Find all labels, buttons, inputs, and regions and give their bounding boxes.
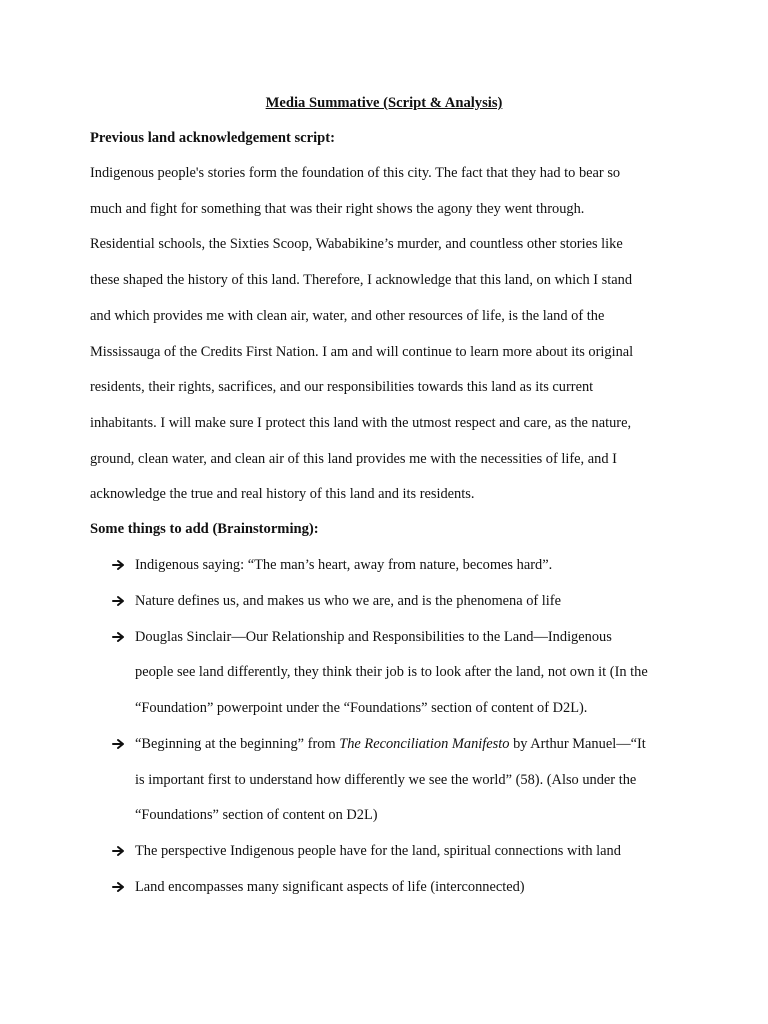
paragraph-line: ground, clean water, and clean air of this land provides me with the necessities of life, and I: [90, 451, 617, 467]
paragraph-line: Residential schools, the Sixties Scoop, Wababikine’s murder, and countless other stories like: [90, 236, 623, 252]
bullet-line: people see land differently, they think their job is to look after the land, not own it (In the: [135, 664, 648, 680]
paragraph-line: much and fight for something that was their right shows the agony they went through.: [90, 201, 585, 217]
paragraph-line: acknowledge the true and real history of this land and its residents.: [90, 486, 475, 502]
paragraph-line: these shaped the history of this land. Therefore, I acknowledge that this land, on which I stand: [90, 272, 633, 288]
right-arrow-icon: [112, 880, 126, 894]
right-arrow-icon: [112, 558, 126, 572]
right-arrow-icon: [112, 630, 126, 644]
document-title: Media Summative (Script & Analysis): [265, 95, 503, 111]
paragraph-line: inhabitants. I will make sure I protect this land with the utmost respect and care, as the nature,: [90, 415, 632, 431]
paragraph-line: and which provides me with clean air, water, and other resources of life, is the land of the: [90, 308, 605, 324]
right-arrow-icon: [112, 594, 126, 608]
right-arrow-icon: [112, 844, 126, 858]
bullet-text: by Arthur Manuel—“It: [509, 736, 646, 752]
bullet-line: is important first to understand how differently we see the world” (58). (Also under the: [135, 772, 637, 788]
paragraph-line: Mississauga of the Credits First Nation. I am and will continue to learn more about its original: [90, 344, 634, 360]
book-title: The Reconciliation Manifesto: [339, 736, 510, 752]
bullet-text: “Beginning at the beginning” from: [135, 736, 340, 752]
bullet-line: Indigenous saying: “The man’s heart, away from nature, becomes hard”.: [135, 557, 553, 573]
bullet-line: Land encompasses many significant aspects of life (interconnected): [135, 879, 525, 895]
section-heading-previous-script: Previous land acknowledgement script:: [90, 130, 335, 146]
paragraph-line: residents, their rights, sacrifices, and our responsibilities towards this land as its current: [90, 379, 594, 395]
bullet-line: The perspective Indigenous people have for the land, spiritual connections with land: [135, 843, 621, 859]
bullet-line: “Foundations” section of content on D2L): [135, 807, 378, 823]
bullet-line: “Foundation” powerpoint under the “Foundations” section of content of D2L).: [135, 700, 588, 716]
paragraph-line: Indigenous people's stories form the foundation of this city. The fact that they had to bear so: [90, 165, 621, 181]
section-heading-brainstorming: Some things to add (Brainstorming):: [90, 521, 319, 537]
bullet-line: Nature defines us, and makes us who we are, and is the phenomena of life: [135, 593, 561, 609]
bullet-line: Douglas Sinclair—Our Relationship and Responsibilities to the Land—Indigenous: [135, 629, 612, 645]
right-arrow-icon: [112, 737, 126, 751]
bullet-line: [135, 733, 646, 755]
